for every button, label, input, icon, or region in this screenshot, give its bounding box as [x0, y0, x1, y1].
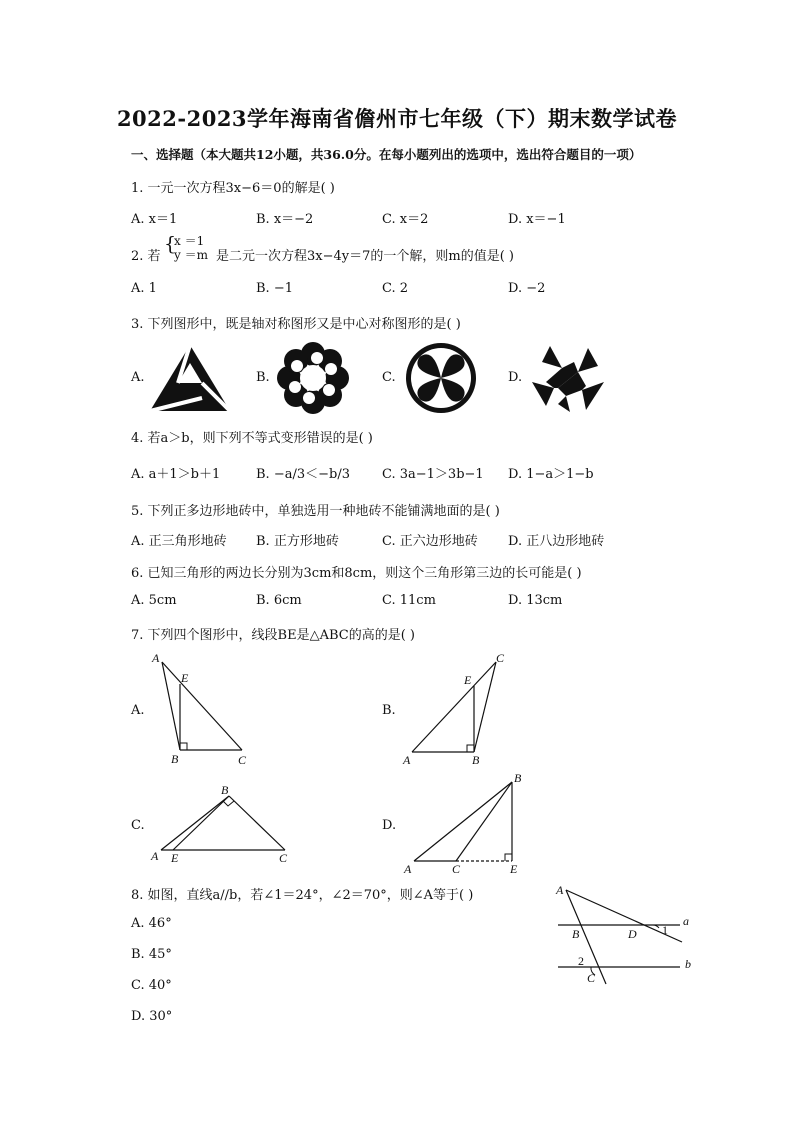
q6-option-b[interactable]: B. 6cm: [256, 593, 302, 608]
four-stars-figure: [530, 342, 606, 414]
q4-option-b[interactable]: B. −a/3＜−b/3: [256, 467, 350, 482]
system-brace: {: [164, 233, 177, 255]
question-3-stem: 3. 下列图形中，既是轴对称图形又是中心对称图形的是( ): [131, 317, 461, 332]
q7-option-d[interactable]: D.: [382, 818, 397, 833]
q3-option-c[interactable]: C.: [382, 370, 396, 385]
q5-option-b[interactable]: B. 正方形地砖: [256, 534, 339, 549]
q2-option-a[interactable]: A. 1: [131, 281, 157, 296]
q7-option-c[interactable]: C.: [131, 818, 145, 833]
q4-option-c[interactable]: C. 3a−1＞3b−1: [382, 467, 484, 482]
vertex-label: D: [628, 927, 637, 941]
q1-option-a[interactable]: A. x＝1: [131, 212, 178, 227]
question-4-stem: 4. 若a＞b，则下列不等式变形错误的是( ): [131, 431, 373, 446]
vertex-label: A: [152, 651, 160, 665]
q6-option-d[interactable]: D. 13cm: [508, 593, 563, 608]
vertex-label: A: [404, 862, 412, 876]
vertex-label: B: [572, 927, 580, 941]
question-1-stem: 1. 一元一次方程3x−6＝0的解是( ): [131, 181, 335, 196]
circle-petals-figure: [404, 341, 478, 415]
q7-option-b[interactable]: B.: [382, 703, 396, 718]
vertex-label: C: [496, 651, 505, 665]
q8-parallel-lines-figure: [552, 880, 702, 990]
q5-option-d[interactable]: D. 正八边形地砖: [508, 534, 605, 549]
q6-option-c[interactable]: C. 11cm: [382, 593, 436, 608]
vertex-label: B: [221, 783, 229, 797]
q6-option-a[interactable]: A. 5cm: [131, 593, 177, 608]
section-heading: 一、选择题（本大题共12小题，共36.0分。在每小题列出的选项中，选出符合题目的一项）: [131, 147, 642, 162]
vertex-label: C: [279, 851, 288, 865]
vertex-label: C: [238, 753, 247, 767]
line-label: b: [685, 957, 691, 971]
page-title: 2022-2023学年海南省儋州市七年级（下）期末数学试卷: [116, 106, 678, 131]
question-2-stem-pre: 2. 若: [131, 249, 161, 264]
vertex-label: B: [514, 771, 522, 785]
q8-option-a[interactable]: A. 46°: [131, 916, 172, 931]
q1-option-b[interactable]: B. x＝−2: [256, 212, 314, 227]
vertex-label: A: [556, 883, 564, 897]
line-label: a: [683, 914, 689, 928]
vertex-label: E: [510, 862, 518, 876]
q7-figure-a: [148, 650, 258, 770]
question-8-stem: 8. 如图，直线a//b，若∠1＝24°，∠2＝70°，则∠A等于( ): [131, 888, 474, 903]
question-6-stem: 6. 已知三角形的两边长分别为3cm和8cm，则这个三角形第三边的长可能是( ): [131, 566, 582, 581]
system-equation-top: x ＝1: [174, 234, 205, 248]
angle-label: 1: [662, 923, 668, 937]
vertex-label: A: [403, 753, 411, 767]
vertex-label: C: [452, 862, 461, 876]
question-2-stem-post: 是二元一次方程3x−4y＝7的一个解，则m的值是( ): [216, 249, 514, 264]
q5-option-a[interactable]: A. 正三角形地砖: [131, 534, 227, 549]
q8-option-d[interactable]: D. 30°: [131, 1009, 173, 1024]
q8-option-b[interactable]: B. 45°: [131, 947, 172, 962]
triangle-logo-figure: [148, 343, 232, 413]
vertex-label: E: [464, 673, 472, 687]
q1-option-c[interactable]: C. x＝2: [382, 212, 429, 227]
q3-option-a[interactable]: A.: [131, 370, 145, 385]
q1-option-d[interactable]: D. x＝−1: [508, 212, 566, 227]
vertex-label: A: [151, 849, 159, 863]
q7-figure-d: [400, 770, 530, 880]
q2-option-c[interactable]: C. 2: [382, 281, 409, 296]
q4-option-a[interactable]: A. a＋1＞b＋1: [131, 467, 221, 482]
system-equation-bottom: y ＝m: [174, 248, 208, 262]
vertex-label: B: [472, 753, 480, 767]
q5-option-c[interactable]: C. 正六边形地砖: [382, 534, 478, 549]
question-7-stem: 7. 下列四个图形中，线段BE是△ABC的高的是( ): [131, 628, 415, 643]
q7-figure-c: [145, 780, 305, 870]
q8-option-c[interactable]: C. 40°: [131, 978, 172, 993]
q3-option-b[interactable]: B.: [256, 370, 270, 385]
q7-figure-b: [400, 650, 520, 770]
vertex-label: B: [171, 752, 179, 766]
q4-option-d[interactable]: D. 1−a＞1−b: [508, 467, 594, 482]
q3-option-d[interactable]: D.: [508, 370, 523, 385]
vertex-label: E: [181, 671, 189, 685]
vertex-label: E: [171, 851, 179, 865]
question-5-stem: 5. 下列正多边形地砖中，单独选用一种地砖不能铺满地面的是( ): [131, 504, 500, 519]
vertex-label: C: [587, 971, 596, 985]
angle-label: 2: [578, 954, 584, 968]
flower-figure: [276, 341, 350, 415]
q2-option-b[interactable]: B. −1: [256, 281, 293, 296]
q2-option-d[interactable]: D. −2: [508, 281, 546, 296]
q7-option-a[interactable]: A.: [131, 703, 145, 718]
